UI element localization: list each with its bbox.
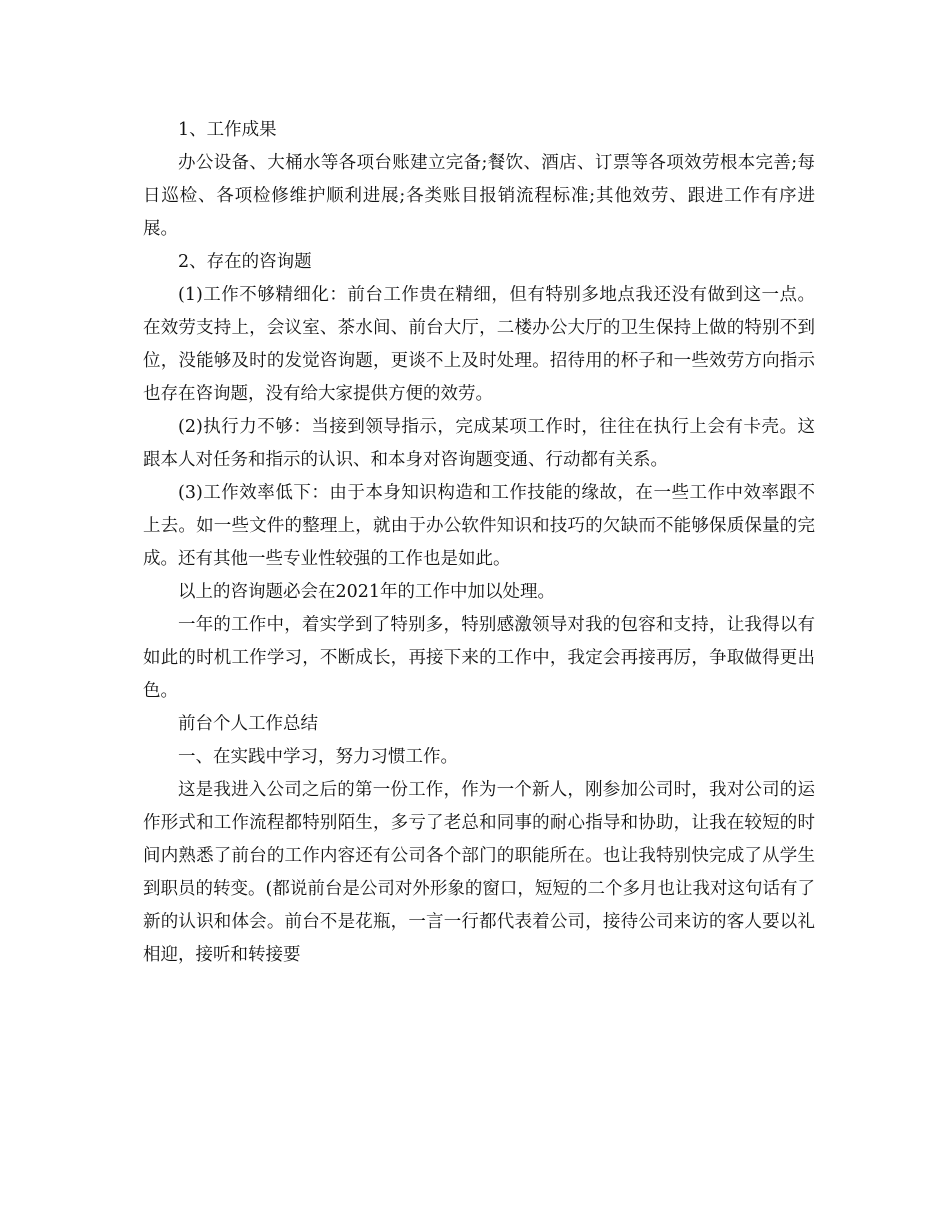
paragraph-problem-3: (3)工作效率低下：由于本身知识构造和工作技能的缘故，在一些工作中效率跟不上去。如一些文件的整理上，就由于办公软件知识和技巧的欠缺而不能够保质保量的完成。还有其他一些专业性较强的工作也是如此。: [143, 483, 815, 569]
paragraph-resolution: 以上的咨询题必会在2021年的工作中加以处理。: [178, 582, 556, 602]
section-heading-learning: 一、在实践中学习，努力习惯工作。: [178, 747, 458, 767]
paragraph-gratitude: 一年的工作中，着实学到了特别多，特别感激领导对我的包容和支持，让我得以有如此的时机工作学习，不断成长，再接下来的工作中，我定会再接再厉，争取做得更出色。: [143, 615, 815, 701]
paragraph-learning: 这是我进入公司之后的第一份工作，作为一个新人，刚参加公司时，我对公司的运作形式和工作流程都特别陌生，多亏了老总和同事的耐心指导和协助，让我在较短的时间内熟悉了前台的工作内容还有公司各个部门的职能所在。也让我特别快完成了从学生到职员的转变。(都说前台是公司对外形象的窗口，短短的二个多月也让我对这句话有了新的认识和体会。前台不是花瓶，一言一行都代表着公司，接待公司来访的客人要以礼相迎，接听和转接要: [143, 780, 815, 965]
article-title: 前台个人工作总结: [178, 714, 318, 734]
document-page: [143, 114, 815, 972]
paragraph-problem-1: (1)工作不够精细化：前台工作贵在精细，但有特别多地点我还没有做到这一点。在效劳支持上，会议室、茶水间、前台大厅，二楼办公大厅的卫生保持上做的特别不到位，没能够及时的发觉咨询题，更谈不上及时处理。招待用的杯子和一些效劳方向指示也存在咨询题，没有给大家提供方便的效劳。: [143, 285, 815, 404]
section-heading-results: 1、工作成果: [178, 120, 277, 140]
paragraph-results: 办公设备、大桶水等各项台账建立完备;餐饮、酒店、订票等各项效劳根本完善;每日巡检、各项检修维护顺利进展;各类账目报销流程标准;其他效劳、跟进工作有序进展。: [143, 153, 815, 239]
section-heading-problems: 2、存在的咨询题: [178, 252, 312, 272]
paragraph-problem-2: (2)执行力不够：当接到领导指示，完成某项工作时，往往在执行上会有卡壳。这跟本人对任务和指示的认识、和本身对咨询题变通、行动都有关系。: [143, 417, 815, 470]
